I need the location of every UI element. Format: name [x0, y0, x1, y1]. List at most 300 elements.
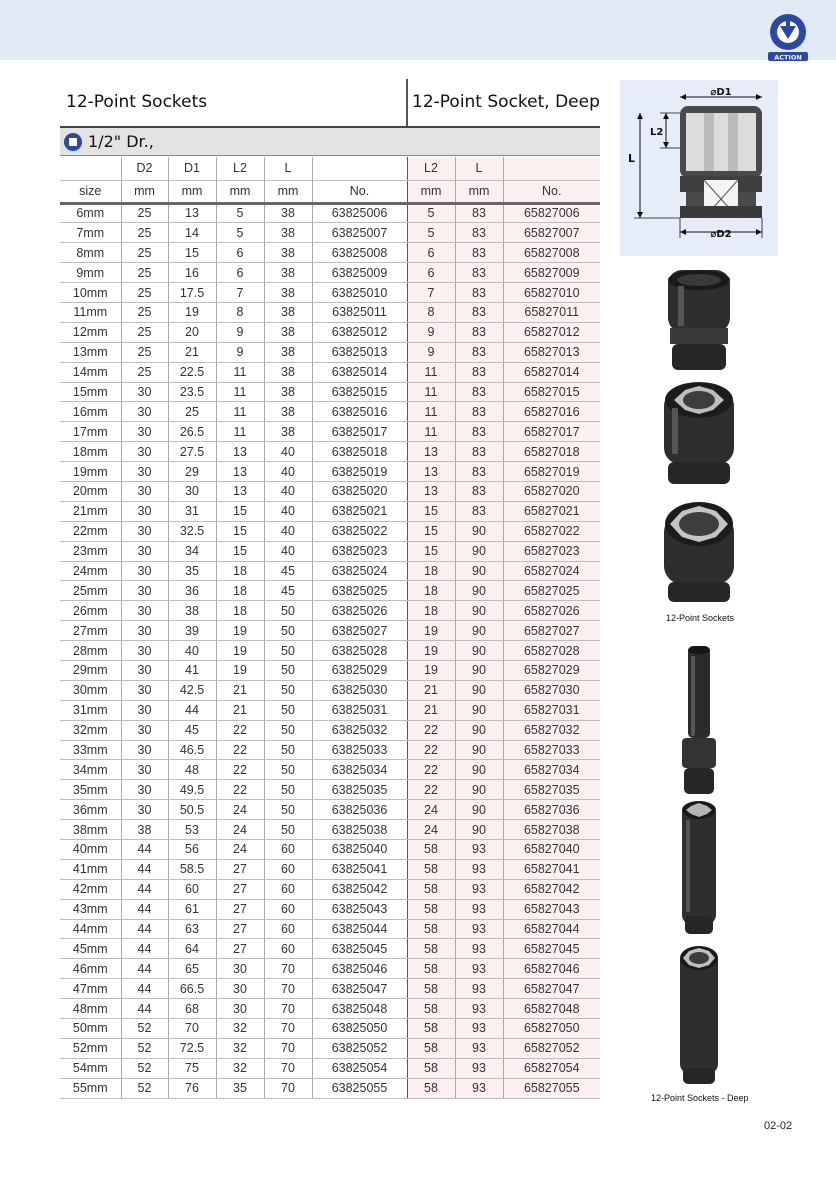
table-cell	[503, 157, 600, 180]
table-cell: 5	[407, 203, 455, 223]
table-cell: 50	[264, 660, 312, 680]
table-cell: 32mm	[60, 720, 121, 740]
deep-socket-photo-side	[676, 642, 722, 798]
table-cell: 63825042	[312, 879, 407, 899]
table-row	[60, 979, 600, 999]
table-cell: 40	[168, 641, 216, 661]
table-cell: 30	[121, 422, 168, 442]
table-row	[60, 820, 600, 840]
table-cell: 63825035	[312, 780, 407, 800]
table-cell: 65827026	[503, 601, 600, 621]
table-cell: 38	[264, 382, 312, 402]
table-row	[60, 1038, 600, 1058]
table-cell: 7mm	[60, 223, 121, 243]
table-cell: 65827050	[503, 1019, 600, 1039]
table-cell: 52mm	[60, 1038, 121, 1058]
table-cell: 36mm	[60, 800, 121, 820]
table-cell: 70	[264, 999, 312, 1019]
l-label: L	[628, 152, 636, 165]
table-cell: 44	[121, 899, 168, 919]
table-cell: 25	[121, 283, 168, 303]
table-cell: 30	[121, 581, 168, 601]
table-cell: 13	[168, 203, 216, 223]
table-cell: 22	[407, 760, 455, 780]
table-cell: 13	[407, 442, 455, 462]
table-header-row	[60, 157, 600, 180]
table-cell: 63825044	[312, 919, 407, 939]
table-cell: 22	[216, 720, 264, 740]
square-drive-icon	[64, 133, 82, 151]
table-cell: 6	[407, 263, 455, 283]
table-cell: 76	[168, 1078, 216, 1098]
table-cell: 6	[216, 243, 264, 263]
table-cell: 13	[216, 481, 264, 501]
table-cell: 9	[407, 322, 455, 342]
table-cell: 24mm	[60, 561, 121, 581]
table-cell: 38	[264, 243, 312, 263]
table-cell: L2	[407, 157, 455, 180]
table-cell: 44	[168, 700, 216, 720]
table-cell: 93	[455, 979, 503, 999]
table-cell: 60	[264, 879, 312, 899]
table-cell: 30	[121, 382, 168, 402]
table-cell: 11	[216, 362, 264, 382]
table-cell: 65827036	[503, 800, 600, 820]
table-cell: 26.5	[168, 422, 216, 442]
table-cell: 30	[168, 481, 216, 501]
table-cell: 30	[121, 501, 168, 521]
table-cell: mm	[455, 180, 503, 203]
table-row	[60, 521, 600, 541]
spec-table	[60, 157, 600, 1099]
table-cell: 83	[455, 462, 503, 482]
table-cell: 63825008	[312, 243, 407, 263]
table-row	[60, 660, 600, 680]
table-cell: 70	[264, 979, 312, 999]
table-cell: 83	[455, 223, 503, 243]
table-cell: 44	[121, 979, 168, 999]
table-cell: 93	[455, 859, 503, 879]
table-row	[60, 1058, 600, 1078]
table-cell: 42mm	[60, 879, 121, 899]
table-cell: 63825040	[312, 840, 407, 860]
table-cell: 19	[216, 660, 264, 680]
table-row	[60, 1019, 600, 1039]
table-cell: 90	[455, 700, 503, 720]
table-cell: 34	[168, 541, 216, 561]
table-cell: 50	[264, 820, 312, 840]
table-cell: 38	[264, 302, 312, 322]
table-cell: 30	[121, 680, 168, 700]
table-cell: 12mm	[60, 322, 121, 342]
table-cell: 63825050	[312, 1019, 407, 1039]
table-cell: 65827009	[503, 263, 600, 283]
table-cell: 32	[216, 1019, 264, 1039]
table-cell: 52	[121, 1038, 168, 1058]
table-cell: 38	[264, 362, 312, 382]
table-cell: 58	[407, 959, 455, 979]
table-cell: 70	[264, 1058, 312, 1078]
table-cell: 25	[121, 342, 168, 362]
caption-deep: 12-Point Sockets - Deep	[651, 1093, 749, 1103]
logo-text: ACTION	[774, 53, 802, 62]
table-cell: 30	[121, 541, 168, 561]
table-cell: 21	[168, 342, 216, 362]
table-cell: 58	[407, 879, 455, 899]
table-cell: 55mm	[60, 1078, 121, 1098]
table-cell: 33mm	[60, 740, 121, 760]
table-cell: 27mm	[60, 621, 121, 641]
table-cell: No.	[312, 180, 407, 203]
table-cell: 63	[168, 919, 216, 939]
table-cell: 30	[121, 780, 168, 800]
table-cell: 28mm	[60, 641, 121, 661]
table-cell: 42.5	[168, 680, 216, 700]
table-cell: 83	[455, 501, 503, 521]
table-cell: 40	[264, 541, 312, 561]
deep-socket-photo-top	[674, 940, 724, 1088]
table-cell: 56	[168, 840, 216, 860]
table-cell: 65827014	[503, 362, 600, 382]
table-cell: 25	[121, 263, 168, 283]
table-cell: 65827010	[503, 283, 600, 303]
table-cell: 20mm	[60, 481, 121, 501]
table-row	[60, 243, 600, 263]
table-cell: mm	[216, 180, 264, 203]
table-row	[60, 601, 600, 621]
table-cell: 39	[168, 621, 216, 641]
table-cell: 5	[216, 203, 264, 223]
table-cell: 25	[121, 223, 168, 243]
table-cell: 15	[168, 243, 216, 263]
table-cell: 90	[455, 521, 503, 541]
table-cell: 20	[168, 322, 216, 342]
table-cell: 25	[121, 362, 168, 382]
table-cell: 58	[407, 979, 455, 999]
section-title-standard: 12-Point Sockets	[66, 92, 208, 112]
table-cell: mm	[264, 180, 312, 203]
drive-size-bar	[60, 128, 600, 156]
table-cell: 18	[216, 601, 264, 621]
table-cell: 35	[216, 1078, 264, 1098]
table-cell: 30	[121, 800, 168, 820]
table-cell: 50.5	[168, 800, 216, 820]
table-cell: 9	[407, 342, 455, 362]
table-cell: 63825055	[312, 1078, 407, 1098]
table-cell: 90	[455, 720, 503, 740]
table-cell: 27	[216, 899, 264, 919]
table-cell: 23.5	[168, 382, 216, 402]
table-cell: 93	[455, 999, 503, 1019]
table-cell: 7	[216, 283, 264, 303]
table-cell: 54mm	[60, 1058, 121, 1078]
table-cell: 25	[121, 243, 168, 263]
table-cell: 6	[216, 263, 264, 283]
table-cell: 63825020	[312, 481, 407, 501]
table-row	[60, 859, 600, 879]
table-cell: 24	[407, 820, 455, 840]
table-cell: 30	[121, 462, 168, 482]
table-cell: 63825025	[312, 581, 407, 601]
table-row	[60, 1078, 600, 1098]
table-cell: 65827034	[503, 760, 600, 780]
table-cell: 29	[168, 462, 216, 482]
table-cell: 30	[121, 641, 168, 661]
table-cell: 15	[216, 541, 264, 561]
table-cell: 58	[407, 999, 455, 1019]
table-cell: 50	[264, 680, 312, 700]
table-cell: 83	[455, 402, 503, 422]
table-cell: 90	[455, 660, 503, 680]
table-cell: 45	[264, 561, 312, 581]
table-cell: 60	[264, 840, 312, 860]
table-cell: 65827012	[503, 322, 600, 342]
table-cell: 65827007	[503, 223, 600, 243]
table-row	[60, 283, 600, 303]
table-cell: 30	[121, 760, 168, 780]
table-cell: 65827042	[503, 879, 600, 899]
table-cell: 48	[168, 760, 216, 780]
table-cell: 58	[407, 919, 455, 939]
table-cell: D1	[168, 157, 216, 180]
table-cell: 11mm	[60, 302, 121, 322]
table-cell: 38	[264, 283, 312, 303]
table-row	[60, 561, 600, 581]
table-cell: 13	[407, 481, 455, 501]
table-cell: 93	[455, 1038, 503, 1058]
table-cell: 50	[264, 720, 312, 740]
table-cell: 27	[216, 859, 264, 879]
table-cell: 41	[168, 660, 216, 680]
table-cell: 61	[168, 899, 216, 919]
table-cell: 16mm	[60, 402, 121, 422]
action-logo-icon	[766, 12, 810, 62]
table-cell: 30	[121, 740, 168, 760]
table-cell: 50	[264, 621, 312, 641]
table-cell: 30	[121, 481, 168, 501]
table-cell: 63825016	[312, 402, 407, 422]
table-cell: 63825030	[312, 680, 407, 700]
table-cell: 63825045	[312, 939, 407, 959]
table-cell: size	[60, 180, 121, 203]
caption-standard: 12-Point Sockets	[666, 613, 735, 623]
table-cell: 63825018	[312, 442, 407, 462]
table-cell: 6	[407, 243, 455, 263]
table-cell: 11	[407, 402, 455, 422]
table-cell: 65827028	[503, 641, 600, 661]
table-cell: 70	[264, 1019, 312, 1039]
table-cell: 26mm	[60, 601, 121, 621]
table-cell: 18	[407, 561, 455, 581]
table-cell: 65827055	[503, 1078, 600, 1098]
table-row	[60, 800, 600, 820]
table-cell: 58	[407, 840, 455, 860]
table-cell: 25	[121, 302, 168, 322]
table-cell: 18mm	[60, 442, 121, 462]
table-cell: 11	[407, 362, 455, 382]
table-cell: 63825036	[312, 800, 407, 820]
table-cell: 19	[216, 621, 264, 641]
table-cell: 40	[264, 521, 312, 541]
table-cell: 60	[264, 939, 312, 959]
table-cell: 19mm	[60, 462, 121, 482]
table-cell: 90	[455, 780, 503, 800]
table-cell: 29mm	[60, 660, 121, 680]
table-cell: 30	[216, 959, 264, 979]
table-cell: 63825010	[312, 283, 407, 303]
table-cell: 44	[121, 959, 168, 979]
table-cell: 65827027	[503, 621, 600, 641]
table-row	[60, 541, 600, 561]
table-cell: 38	[264, 263, 312, 283]
table-cell: 63825031	[312, 700, 407, 720]
table-cell: 15	[216, 501, 264, 521]
table-row	[60, 760, 600, 780]
table-cell	[60, 157, 121, 180]
table-cell: 65827013	[503, 342, 600, 362]
table-cell: 63825026	[312, 601, 407, 621]
table-cell: 13	[407, 462, 455, 482]
table-cell: 70	[168, 1019, 216, 1039]
table-cell: 63825028	[312, 641, 407, 661]
table-cell: 49.5	[168, 780, 216, 800]
table-row	[60, 402, 600, 422]
table-cell: 11	[216, 422, 264, 442]
table-cell: 83	[455, 302, 503, 322]
table-cell: 38	[264, 322, 312, 342]
table-cell: 83	[455, 263, 503, 283]
table-cell: 63825011	[312, 302, 407, 322]
table-cell: 65827031	[503, 700, 600, 720]
table-row	[60, 700, 600, 720]
table-cell: 63825033	[312, 740, 407, 760]
table-cell: 90	[455, 820, 503, 840]
table-cell: 30	[121, 442, 168, 462]
table-cell: 75	[168, 1058, 216, 1078]
table-cell: 68	[168, 999, 216, 1019]
table-cell: 93	[455, 899, 503, 919]
table-cell: 27	[216, 919, 264, 939]
table-cell: 25	[168, 402, 216, 422]
table-cell: 65827046	[503, 959, 600, 979]
table-cell: 63825047	[312, 979, 407, 999]
table-cell: 40	[264, 462, 312, 482]
table-cell: 19	[216, 641, 264, 661]
table-row	[60, 481, 600, 501]
table-cell: 30	[121, 402, 168, 422]
table-cell: 30	[121, 561, 168, 581]
table-cell: 58	[407, 899, 455, 919]
table-cell: 65827047	[503, 979, 600, 999]
table-row	[60, 362, 600, 382]
table-cell: 18	[407, 601, 455, 621]
table-cell: 10mm	[60, 283, 121, 303]
table-cell: 64	[168, 939, 216, 959]
table-cell: 63825043	[312, 899, 407, 919]
table-row	[60, 879, 600, 899]
table-cell: 5	[216, 223, 264, 243]
table-cell: 65827018	[503, 442, 600, 462]
table-cell: 65827032	[503, 720, 600, 740]
table-cell: 22	[407, 780, 455, 800]
table-cell: 90	[455, 740, 503, 760]
table-cell: 25	[121, 322, 168, 342]
table-cell: 32	[216, 1058, 264, 1078]
table-cell: 32.5	[168, 521, 216, 541]
table-cell: No.	[503, 180, 600, 203]
table-cell: 63825017	[312, 422, 407, 442]
table-cell: 45mm	[60, 939, 121, 959]
table-cell: 63825021	[312, 501, 407, 521]
table-cell: 63825029	[312, 660, 407, 680]
table-cell: 22.5	[168, 362, 216, 382]
table-cell: 58	[407, 1058, 455, 1078]
table-cell: 47mm	[60, 979, 121, 999]
table-cell: 60	[168, 879, 216, 899]
table-cell: 7	[407, 283, 455, 303]
table-cell: 46mm	[60, 959, 121, 979]
page-number: 02-02	[764, 1120, 793, 1132]
table-cell: mm	[121, 180, 168, 203]
table-cell: 44mm	[60, 919, 121, 939]
table-cell: 65827052	[503, 1038, 600, 1058]
table-row	[60, 999, 600, 1019]
table-cell: 83	[455, 283, 503, 303]
table-cell: 83	[455, 362, 503, 382]
table-cell: 38	[264, 402, 312, 422]
table-cell: 90	[455, 641, 503, 661]
table-cell: 90	[455, 760, 503, 780]
table-cell: 90	[455, 621, 503, 641]
table-cell: 65827048	[503, 999, 600, 1019]
table-cell: 11	[216, 382, 264, 402]
socket-photo-side	[660, 266, 738, 378]
table-cell: 35mm	[60, 780, 121, 800]
table-cell: 30	[216, 979, 264, 999]
table-cell: 63825034	[312, 760, 407, 780]
table-cell: 70	[264, 1038, 312, 1058]
table-cell: 30	[121, 521, 168, 541]
table-row	[60, 720, 600, 740]
table-cell: 63825007	[312, 223, 407, 243]
table-cell: 21mm	[60, 501, 121, 521]
table-cell: 93	[455, 919, 503, 939]
table-cell: 44	[121, 859, 168, 879]
d1-label: ⌀D1	[710, 87, 732, 98]
table-cell: 83	[455, 481, 503, 501]
table-cell: 35	[168, 561, 216, 581]
table-cell: 9	[216, 342, 264, 362]
table-cell: 63825023	[312, 541, 407, 561]
table-cell: 63825013	[312, 342, 407, 362]
table-cell: 65827043	[503, 899, 600, 919]
table-cell: 60	[264, 919, 312, 939]
table-row	[60, 223, 600, 243]
table-cell: 65827006	[503, 203, 600, 223]
table-cell: 41mm	[60, 859, 121, 879]
table-cell: 30	[121, 621, 168, 641]
table-cell: 63825022	[312, 521, 407, 541]
table-cell: 63825009	[312, 263, 407, 283]
table-cell: 38	[264, 203, 312, 223]
table-cell: 65827019	[503, 462, 600, 482]
table-cell: 60	[264, 899, 312, 919]
table-cell: 15	[407, 521, 455, 541]
table-cell: 38	[121, 820, 168, 840]
table-cell: 13	[216, 442, 264, 462]
title-divider	[406, 79, 408, 128]
table-cell: 50	[264, 760, 312, 780]
